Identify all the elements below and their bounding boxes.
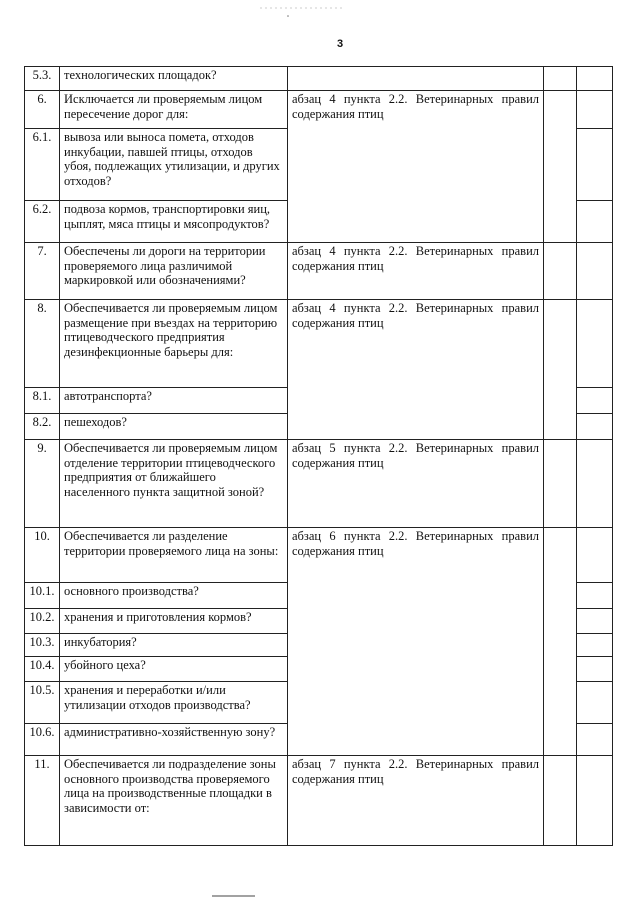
normative-reference: абзац 7 пункта 2.2. Ветеринарных правил содержания птиц: [288, 756, 544, 846]
row-question: Исключается ли проверяемым лицом пересечение дорог для:: [60, 91, 288, 129]
normative-reference: абзац 5 пункта 2.2. Ветеринарных правил содержания птиц: [288, 440, 544, 528]
row-number: 10.2.: [25, 609, 60, 634]
answer-cell[interactable]: [544, 440, 577, 528]
answer-cell[interactable]: [577, 300, 613, 388]
answer-cell[interactable]: [544, 243, 577, 300]
answer-cell[interactable]: [577, 243, 613, 300]
row-question: хранения и переработки и/или утилизации отходов производства?: [60, 682, 288, 724]
row-question: пешеходов?: [60, 414, 288, 440]
row-number: 8.: [25, 300, 60, 388]
scan-mark: [287, 15, 289, 17]
row-number: 6.: [25, 91, 60, 129]
row-number: 10.3.: [25, 634, 60, 657]
row-question: вывоза или выноса помета, отходов инкубации, павшей птицы, отходов убоя, подлежащих утилизации, и других отходов?: [60, 129, 288, 201]
answer-cell[interactable]: [577, 528, 613, 583]
table-row: [25, 440, 613, 528]
row-number: 11.: [25, 756, 60, 846]
normative-reference: абзац 4 пункта 2.2. Ветеринарных правил содержания птиц: [288, 300, 544, 440]
row-number: 10.6.: [25, 724, 60, 756]
answer-cell[interactable]: [577, 724, 613, 756]
row-number: 7.: [25, 243, 60, 300]
answer-cell[interactable]: [544, 300, 577, 440]
row-number: 10.4.: [25, 657, 60, 682]
row-question: инкубатория?: [60, 634, 288, 657]
answer-cell[interactable]: [577, 91, 613, 129]
row-question: основного производства?: [60, 583, 288, 609]
row-question: убойного цеха?: [60, 657, 288, 682]
answer-cell[interactable]: [577, 756, 613, 846]
answer-cell[interactable]: [544, 528, 577, 756]
row-number: 6.2.: [25, 201, 60, 243]
answer-cell[interactable]: [577, 440, 613, 528]
table-row: [25, 528, 613, 583]
row-question: технологических площадок?: [60, 67, 288, 91]
table-row: [25, 243, 613, 300]
answer-cell[interactable]: [544, 91, 577, 243]
row-number: 9.: [25, 440, 60, 528]
answer-cell[interactable]: [577, 414, 613, 440]
answer-cell[interactable]: [577, 609, 613, 634]
answer-cell[interactable]: [577, 67, 613, 91]
answer-cell[interactable]: [577, 682, 613, 724]
table-row: [25, 91, 613, 129]
row-question: Обеспечивается ли проверяемым лицом размещение при въездах на территорию птицеводческого предприятия дезинфекционные барьеры для:: [60, 300, 288, 388]
row-question: Обеспечивается ли подразделение зоны основного производства проверяемого лица на производственные площадки в зависимости от:: [60, 756, 288, 846]
answer-cell[interactable]: [544, 756, 577, 846]
row-number: 10.: [25, 528, 60, 583]
answer-cell[interactable]: [577, 129, 613, 201]
row-question: Обеспечивается ли проверяемым лицом отделение территории птицеводческого предприятия от ближайшего населенного пункта защитной зоной?: [60, 440, 288, 528]
normative-reference: абзац 4 пункта 2.2. Ветеринарных правил содержания птиц: [288, 91, 544, 243]
row-number: 10.5.: [25, 682, 60, 724]
table-row: [25, 67, 613, 91]
answer-cell[interactable]: [577, 583, 613, 609]
page-number: 3: [336, 38, 344, 50]
row-number: 8.1.: [25, 388, 60, 414]
row-question: автотранспорта?: [60, 388, 288, 414]
row-question: Обеспечивается ли разделение территории проверяемого лица на зоны:: [60, 528, 288, 583]
table-row: [25, 756, 613, 846]
row-number: 6.1.: [25, 129, 60, 201]
row-question: Обеспечены ли дороги на территории проверяемого лица различимой маркировкой или обозначениями?: [60, 243, 288, 300]
normative-reference: абзац 4 пункта 2.2. Ветеринарных правил содержания птиц: [288, 243, 544, 300]
row-number: 10.1.: [25, 583, 60, 609]
table-row: [25, 300, 613, 388]
answer-cell[interactable]: [577, 388, 613, 414]
row-number: 5.3.: [25, 67, 60, 91]
answer-cell[interactable]: [577, 657, 613, 682]
answer-cell[interactable]: [577, 201, 613, 243]
row-question: подвоза кормов, транспортировки яиц, цыплят, мяса птицы и мясопродуктов?: [60, 201, 288, 243]
row-number: 8.2.: [25, 414, 60, 440]
checklist-table: [24, 66, 613, 846]
normative-reference-cell: [288, 67, 544, 91]
normative-reference: абзац 6 пункта 2.2. Ветеринарных правил содержания птиц: [288, 528, 544, 756]
answer-cell[interactable]: [577, 634, 613, 657]
row-question: административно-хозяйственную зону?: [60, 724, 288, 756]
row-question: хранения и приготовления кормов?: [60, 609, 288, 634]
answer-cell[interactable]: [544, 67, 577, 91]
